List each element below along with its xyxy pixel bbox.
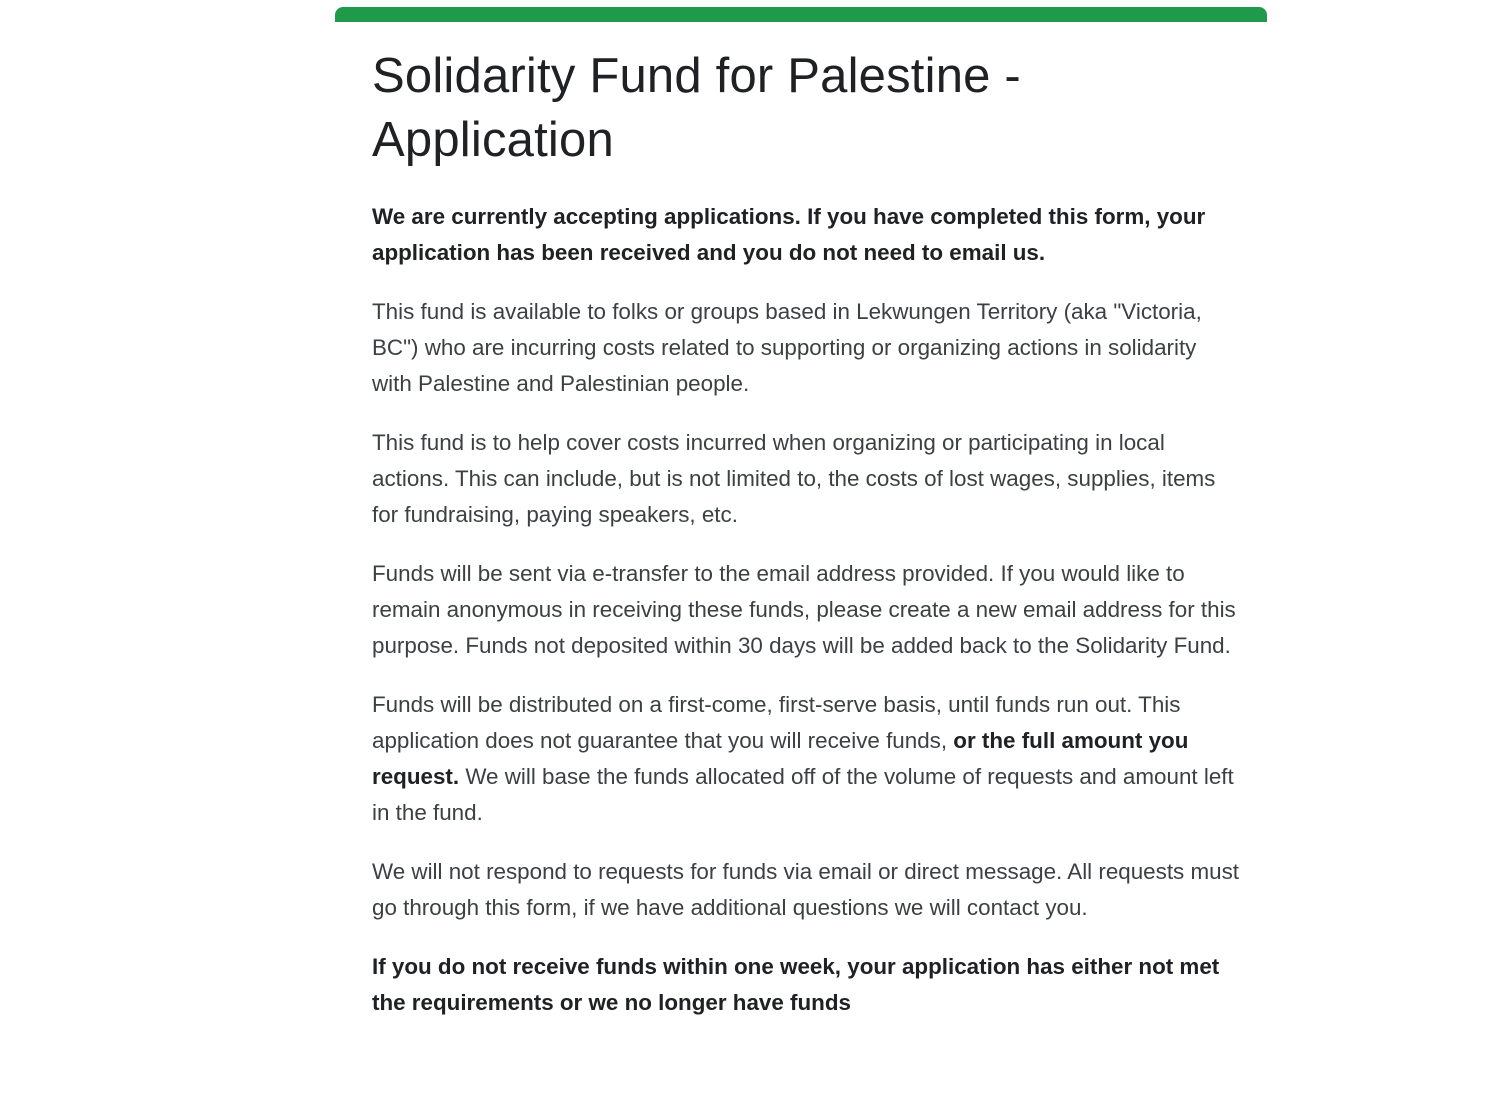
description-covered-costs: This fund is to help cover costs incurred when organizing or participating in local actions. This can include, but is not limited to, the costs of lost wages, supplies, items for fundraising, paying speakers, etc. <box>372 430 1216 527</box>
form-header-content <box>372 44 1242 1044</box>
distribution-text-1: Funds will be distributed on a first-come, first-serve basis, until funds run out. This application does not guarantee that you will receive funds, <box>372 692 1181 753</box>
description-eligibility: This fund is available to folks or groups based in Lekwungen Territory (aka "Victoria, BC") who are incurring costs related to supporting or organizing actions in solidarity with Palestine and Palestinian people. <box>372 299 1202 396</box>
description-accepting-notice: We are currently accepting applications. If you have completed this form, your application has been received and you do not need to email us. <box>372 204 1206 265</box>
description-distribution <box>372 687 1242 831</box>
description-payment-method: Funds will be sent via e-transfer to the email address provided. If you would like to remain anonymous in receiving these funds, please create a new email address for this purpose. Funds not deposited within 30 days will be added back to the Solidarity Fund. <box>372 561 1236 658</box>
form-title: Solidarity Fund for Palestine - Application <box>372 49 1021 167</box>
form-accent-bar <box>335 7 1267 22</box>
form-header-card <box>335 7 1267 1111</box>
distribution-bold-text: or the full amount you request. <box>372 728 1189 789</box>
description-timeline-notice: If you do not receive funds within one week, your application has either not met the requirements or we no longer have funds <box>372 954 1220 1015</box>
description-contact-policy: We will not respond to requests for funds via email or direct message. All requests must go through this form, if we have additional questions we will contact you. <box>372 859 1239 920</box>
distribution-text-2: We will base the funds allocated off of the volume of requests and amount left in the fund. <box>372 764 1234 825</box>
form-description <box>372 199 1242 1021</box>
